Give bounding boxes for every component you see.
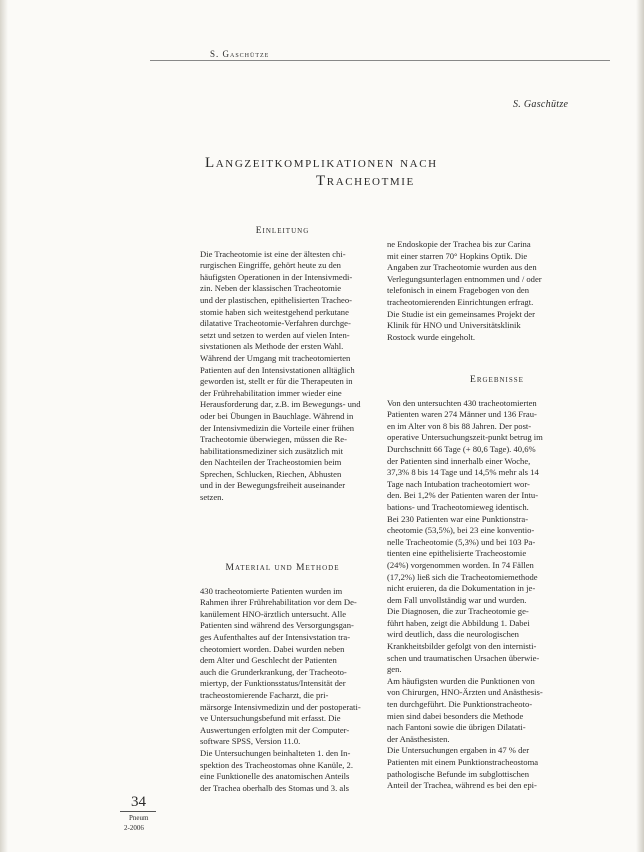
text-line: Am häufigsten wurden die Punktionen von — [387, 675, 535, 686]
text-line: Während der Umgang mit tracheotomierten — [200, 352, 351, 363]
text-line: dilatative Tracheotomie-Verfahren durchge- — [200, 318, 351, 329]
text-line: Patienten mit einem Punktionstracheostoma — [387, 757, 539, 767]
text-line: (17,2%) ließ sich die Tracheotomiemethode — [387, 571, 538, 582]
text-line: Patienten sind während des Versorgungsgan- — [200, 620, 354, 631]
text-line: setzen. — [200, 492, 224, 503]
text-line: nelle Tracheotomie (5,3%) und bei 103 Pa- — [387, 536, 536, 547]
text-line: operative Untersuchungszeit-punkt betrug im — [387, 432, 543, 443]
text-line: (24%) vorgenommen worden. In 74 Fällen — [387, 559, 534, 570]
text-line: Anteil der Trachea, während es bei den epi- — [387, 780, 537, 791]
article-title-line-2: Tracheotmie — [316, 173, 415, 189]
text-line: Die Diagnosen, die zur Tracheotomie ge- — [387, 606, 529, 617]
text-line: Krankheitsbilder gefolgt von den internisti- — [387, 641, 537, 652]
text-line: nach Fantoni sowie die übrigen Dilatati- — [387, 722, 526, 733]
text-line: mien sind dabei besonders die Methode — [387, 710, 524, 721]
text-line: sivstationen als Methode der ersten Wahl. — [200, 341, 344, 352]
text-line: eine Funktionelle des anatomischen Anteils — [200, 771, 350, 782]
intro-text — [200, 249, 365, 504]
text-line: stomie haben sich weitestgehend perkutane — [200, 306, 349, 317]
text-line: Tage nach Intubation tracheotomiert wor- — [387, 478, 530, 489]
scan-shadow-left — [0, 0, 8, 852]
text-line: tracheotomierenden Einrichtungen erfragt. — [387, 296, 534, 307]
text-line: den. Bei 1,2% der Patienten waren der Intu- — [387, 490, 539, 501]
text-line: mit einer starren 70° Hopkins Optik. Die — [387, 250, 528, 261]
text-line: schen und traumatischen Ursachen überwie- — [387, 652, 540, 663]
text-line: der Trachea oberhalb des Stomas und 3. als — [200, 782, 349, 793]
text-line: häufigsten Operationen in der Intensivmedi- — [200, 271, 353, 282]
author-name: S. Gaschütze — [513, 99, 569, 110]
results-text — [387, 398, 607, 792]
text-line: miertyp, der Funktionsstatus/Intensität der — [200, 678, 346, 689]
text-line: auch die Grunderkrankung, der Tracheoto- — [200, 666, 347, 677]
text-line: Angaben zur Tracheotomie wurden aus den — [387, 262, 537, 273]
text-line: Die Untersuchungen ergaben in 47 % der — [387, 745, 530, 756]
text-line: setzt und setzen to werden auf vielen Inten- — [200, 329, 350, 340]
text-line: 430 tracheotomierte Patienten wurden im — [200, 585, 343, 596]
text-line: geworden ist, stellt er für die Therapeuten in — [200, 376, 353, 387]
text-line: Verlegungsunterlagen entnommen und / oder — [387, 273, 542, 284]
text-line: nicht eruieren, da die Dokumentation in je- — [387, 583, 536, 594]
methods-text — [200, 586, 365, 795]
text-line: ne Endoskopie der Trachea bis zur Carina — [387, 239, 531, 249]
text-line: von Chirurgen, HNO-Ärzten und Anästhesis- — [387, 687, 543, 698]
text-line: ten durchgeführt. Die Punktionstracheoto- — [387, 699, 533, 710]
text-line: Die Studie ist ein gemeinsames Projekt der — [387, 308, 535, 319]
text-line: Patienten waren 274 Männer und 136 Frau- — [387, 409, 537, 420]
text-line: ges Aufenthaltes auf der Intensivstation tra- — [200, 631, 351, 642]
text-line: gen. — [387, 664, 402, 675]
journal-name: Pneum — [129, 814, 149, 822]
section-heading-methods: Material und Methode — [225, 563, 340, 573]
text-line: Die Tracheotomie ist eine der ältesten chi- — [200, 248, 346, 259]
text-line: Herausforderung dar, z.B. im Bewegungs- und — [200, 399, 361, 410]
text-line: software SPSS, Version 11.0. — [200, 736, 301, 747]
text-line: rurgischen Eingriffe, gehört heute zu den — [200, 260, 341, 271]
text-line: führt haben, zeigt die Abbildung 1. Dabei — [387, 617, 530, 628]
text-line: dem Alter und Geschlecht der Patienten — [200, 655, 337, 666]
left-column — [200, 226, 365, 504]
text-line: wird deutlich, dass die neurologischen — [387, 629, 519, 640]
text-line: en im Alter von 8 bis 88 Jahren. Der post- — [387, 420, 532, 431]
text-line: kanülement HNO-ärztlich untersucht. Alle — [200, 608, 347, 619]
text-line: der Intensivmedizin die Vorteile einer frühen — [200, 422, 355, 433]
text-line: telefonisch in einem Fragebogen von den — [387, 285, 529, 296]
text-line: Patienten auf den Intensivstationen alltäglich — [200, 364, 355, 375]
running-header-author: S. Gaschütze — [210, 49, 270, 59]
methods-block — [200, 563, 365, 794]
text-line: cheotomiert worden. Dabei wurden neben — [200, 643, 345, 654]
text-line: der Anästhesisten. — [387, 733, 450, 744]
text-line: Von den untersuchten 430 tracheotomierten — [387, 397, 537, 408]
right-intro-text — [387, 239, 607, 343]
text-line: tienten eine epithelisierte Tracheostomie — [387, 548, 527, 559]
text-line: und in der Bewegungsfreiheit auseinander — [200, 480, 346, 491]
page-number-rule — [120, 811, 156, 812]
text-line: Die Untersuchungen beinhalteten 1. den In- — [200, 747, 351, 758]
header-rule — [150, 60, 610, 61]
text-line: ve Untersuchungsbefund mit erfasst. Die — [200, 713, 341, 724]
text-line: spektion des Tracheostomas ohne Kanüle, 2. — [200, 759, 353, 770]
text-line: Tracheotomie überwiegen, müssen die Re- — [200, 434, 347, 445]
issue-date: 2-2006 — [124, 824, 144, 832]
text-line: Rostock wurde eingeholt. — [387, 331, 476, 342]
text-line: Bei 230 Patienten war eine Punktionstra- — [387, 513, 529, 524]
text-line: den Nachteilen der Tracheostomien beim — [200, 457, 342, 468]
section-heading-results: Ergebnisse — [470, 375, 524, 385]
text-line: der Frührehabilitation immer wieder eine — [200, 387, 342, 398]
text-line: zin. Neben der klassischen Tracheotomie — [200, 283, 342, 294]
text-line: Rahmen ihrer Frührehabilitation vor dem De- — [200, 597, 357, 608]
text-line: der Patienten sind innerhalb einer Woche, — [387, 455, 531, 466]
text-line: Sprechen, Schlucken, Riechen, Abhusten — [200, 468, 342, 479]
results-block — [387, 375, 607, 792]
text-line: tracheostomierende Facharzt, die pri- — [200, 689, 329, 700]
right-column — [387, 239, 607, 343]
text-line: dem Fall unvollständig war und wurden. — [387, 594, 527, 605]
text-line: cheotomie (53,5%), bei 23 eine konventio- — [387, 525, 535, 536]
text-line: märsorge Intensivmedizin und der postoperati- — [200, 701, 361, 712]
scan-shadow-right — [636, 0, 644, 852]
section-heading-intro: Einleitung — [255, 226, 310, 236]
text-line: habilitationsmediziner sich zusätzlich mit — [200, 445, 343, 456]
text-line: 37,3% 8 bis 14 Tage und 14,5% mehr als 14 — [387, 467, 539, 478]
text-line: Klinik für HNO und Universitätsklinik — [387, 320, 521, 331]
text-line: Auswertungen erfolgten mit der Computer- — [200, 724, 350, 735]
text-line: und der plastischen, epithelisierten Tracheo- — [200, 294, 353, 305]
text-line: Durchschnitt 66 Tage (+ 80,6 Tage). 40,6% — [387, 443, 536, 454]
text-line: oder bei Übungen in Bauchlage. Während in — [200, 410, 354, 421]
article-title-line-1: Langzeitkomplikationen nach — [205, 155, 438, 171]
text-line: bations- und Tracheotomieweg identisch. — [387, 501, 529, 512]
page-number: 34 — [131, 794, 146, 810]
text-line: pathologische Befunde im subglottischen — [387, 768, 530, 779]
